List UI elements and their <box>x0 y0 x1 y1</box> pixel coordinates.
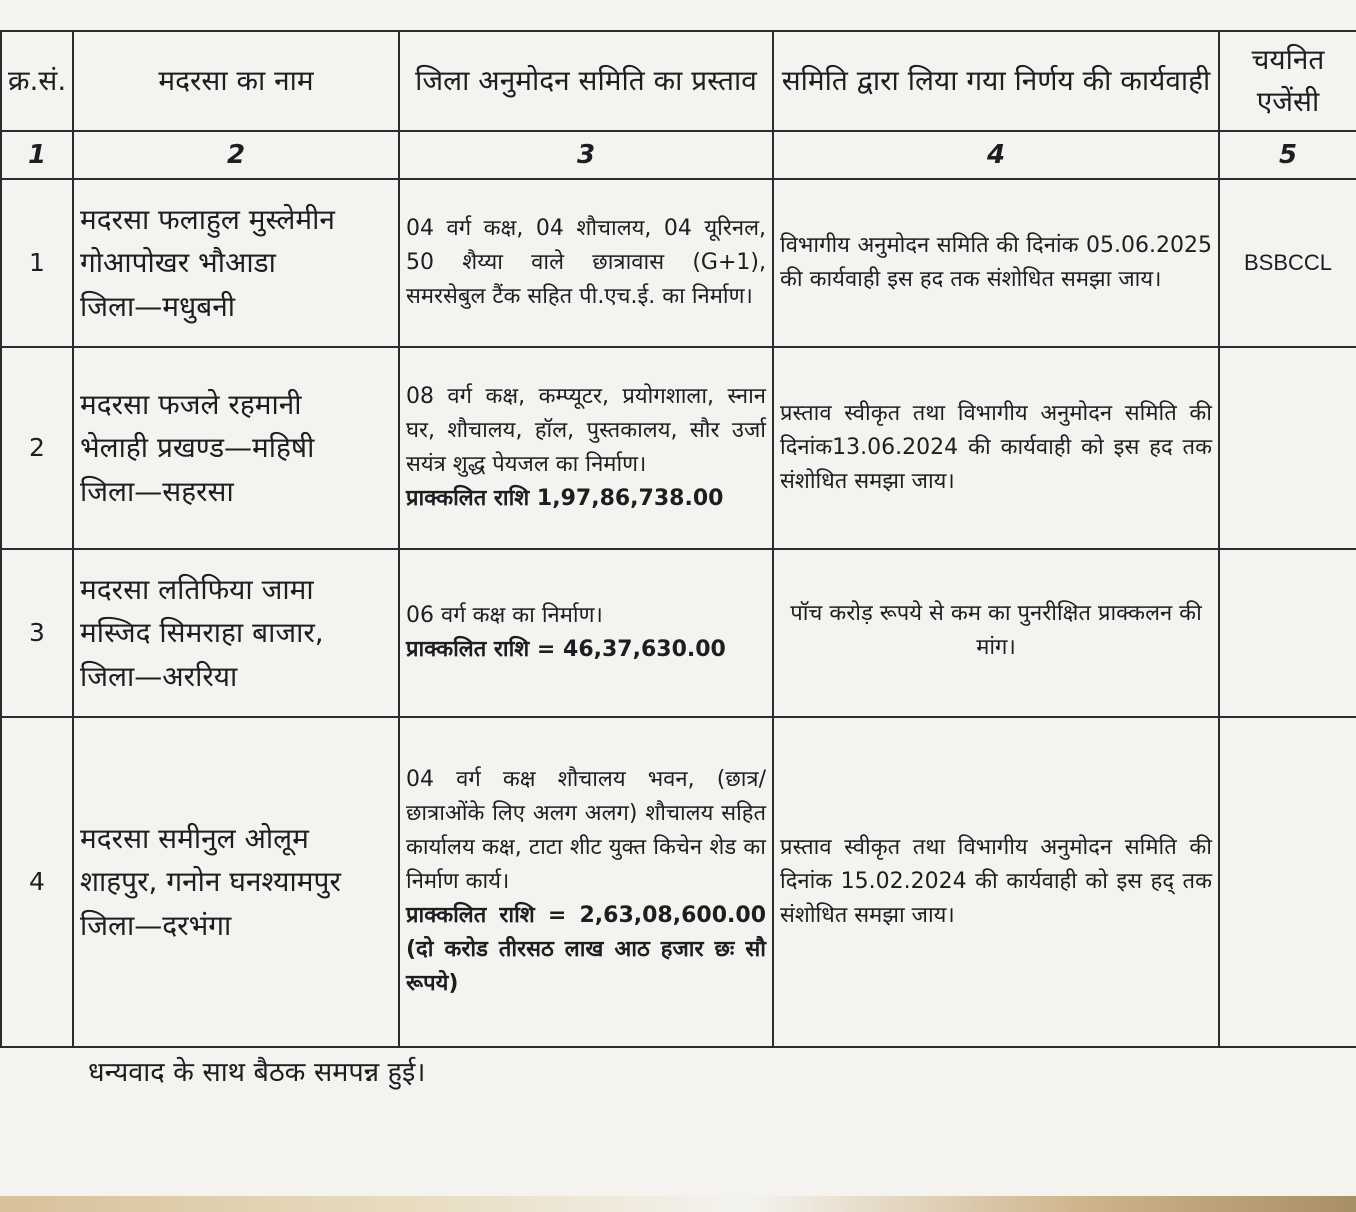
column-number: 4 <box>773 131 1219 179</box>
minutes-table <box>0 30 1356 1048</box>
agency-cell <box>1219 549 1356 717</box>
proposal-cell <box>399 179 773 347</box>
decision-cell: विभागीय अनुमोदन समिति की दिनांक 05.06.2025 की कार्यवाही इस हद तक संशोधित समझा जाय। <box>773 179 1219 347</box>
header-decision: समिति द्वारा लिया गया निर्णय की कार्यवाही <box>773 31 1219 131</box>
header-name: मदरसा का नाम <box>73 31 399 131</box>
estimate-amount: प्राक्कलित राशि = 46,37,630.00 <box>406 637 726 662</box>
proposal-cell <box>399 347 773 549</box>
column-number-row <box>1 131 1356 179</box>
closing-note: धन्यवाद के साथ बैठक समपन्न हुई। <box>88 1057 426 1088</box>
agency-cell <box>1219 347 1356 549</box>
madrasa-district: जिला—मधुबनी <box>80 289 236 323</box>
proposal-cell <box>399 549 773 717</box>
proposal-text: 08 वर्ग कक्ष, कम्प्यूटर, प्रयोगशाला, स्नान घर, शौचालय, हॉल, पुस्तकालय, सौर उर्जा सयंत्र शुद्ध पेयजल का निर्माण। <box>406 383 766 477</box>
row-serial: 4 <box>1 717 73 1047</box>
madrasa-name <box>73 347 399 549</box>
madrasa-district: जिला—दरभंगा <box>80 908 232 942</box>
column-number: 1 <box>1 131 73 179</box>
madrasa-name-line: मदरसा समीनुल ओलूम <box>80 821 309 855</box>
column-number: 3 <box>399 131 773 179</box>
column-number: 2 <box>73 131 399 179</box>
madrasa-name-line: मदरसा फजले रहमानी <box>80 387 302 421</box>
madrasa-name <box>73 717 399 1047</box>
madrasa-name-line: मदरसा फलाहुल मुस्लेमीन <box>80 202 335 236</box>
madrasa-name-line: शाहपुर, गनोन घनश्यामपुर <box>80 865 341 899</box>
madrasa-name <box>73 549 399 717</box>
table-row <box>1 347 1356 549</box>
madrasa-name-line: मस्जिद सिमराहा बाजार, <box>80 616 324 650</box>
proposal-text: 06 वर्ग कक्ष का निर्माण। <box>406 602 603 628</box>
table-row <box>1 549 1356 717</box>
decision-cell: पॉच करोड़ रूपये से कम का पुनरीक्षित प्राक्कलन की मांग। <box>773 549 1219 717</box>
madrasa-name-line: गोआपोखर भौआडा <box>80 246 276 280</box>
header-serial: क्र.सं. <box>1 31 73 131</box>
madrasa-name-line: मदरसा लतिफिया जामा <box>80 572 314 606</box>
madrasa-district: जिला—सहरसा <box>80 474 234 508</box>
row-serial: 2 <box>1 347 73 549</box>
estimate-amount: प्राक्कलित राशि = 2,63,08,600.00 (दो करोड तीरसठ लाख आठ हजार छः सौ रूपये) <box>406 903 766 997</box>
proposal-cell <box>399 717 773 1047</box>
decision-cell: प्रस्ताव स्वीकृत तथा विभागीय अनुमोदन समिति की दिनांक13.06.2024 की कार्यवाही को इस हद तक संशोधित समझा जाय। <box>773 347 1219 549</box>
decision-cell: प्रस्ताव स्वीकृत तथा विभागीय अनुमोदन समिति की दिनांक 15.02.2024 की कार्यवाही को इस हद् तक संशोधित समझा जाय। <box>773 717 1219 1047</box>
column-number: 5 <box>1219 131 1356 179</box>
header-proposal: जिला अनुमोदन समिति का प्रस्ताव <box>399 31 773 131</box>
row-serial: 3 <box>1 549 73 717</box>
header-agency: चयनित एजेंसी <box>1219 31 1356 131</box>
header-row <box>1 31 1356 131</box>
madrasa-district: जिला—अररिया <box>80 659 238 693</box>
page-edge <box>0 1196 1356 1212</box>
madrasa-name <box>73 179 399 347</box>
agency-cell <box>1219 717 1356 1047</box>
table-row <box>1 179 1356 347</box>
agency-cell: BSBCCL <box>1219 179 1356 347</box>
proposal-text: 04 वर्ग कक्ष शौचालय भवन, (छात्र/छात्राओंके लिए अलग अलग) शौचालय सहित कार्यालय कक्ष, टाटा शीट युक्त किचेन शेड का निर्माण कार्य। <box>406 766 766 894</box>
table-row <box>1 717 1356 1047</box>
row-serial: 1 <box>1 179 73 347</box>
estimate-amount: प्राक्कलित राशि 1,97,86,738.00 <box>406 486 724 512</box>
proposal-text: 04 वर्ग कक्ष, 04 शौचालय, 04 यूरिनल, 50 शैय्या वाले छात्रावास (G+1), समरसेबुल टैंक सहित पी.एच.ई. का निर्माण। <box>406 215 766 310</box>
madrasa-name-line: भेलाही प्रखण्ड—महिषी <box>80 431 315 465</box>
